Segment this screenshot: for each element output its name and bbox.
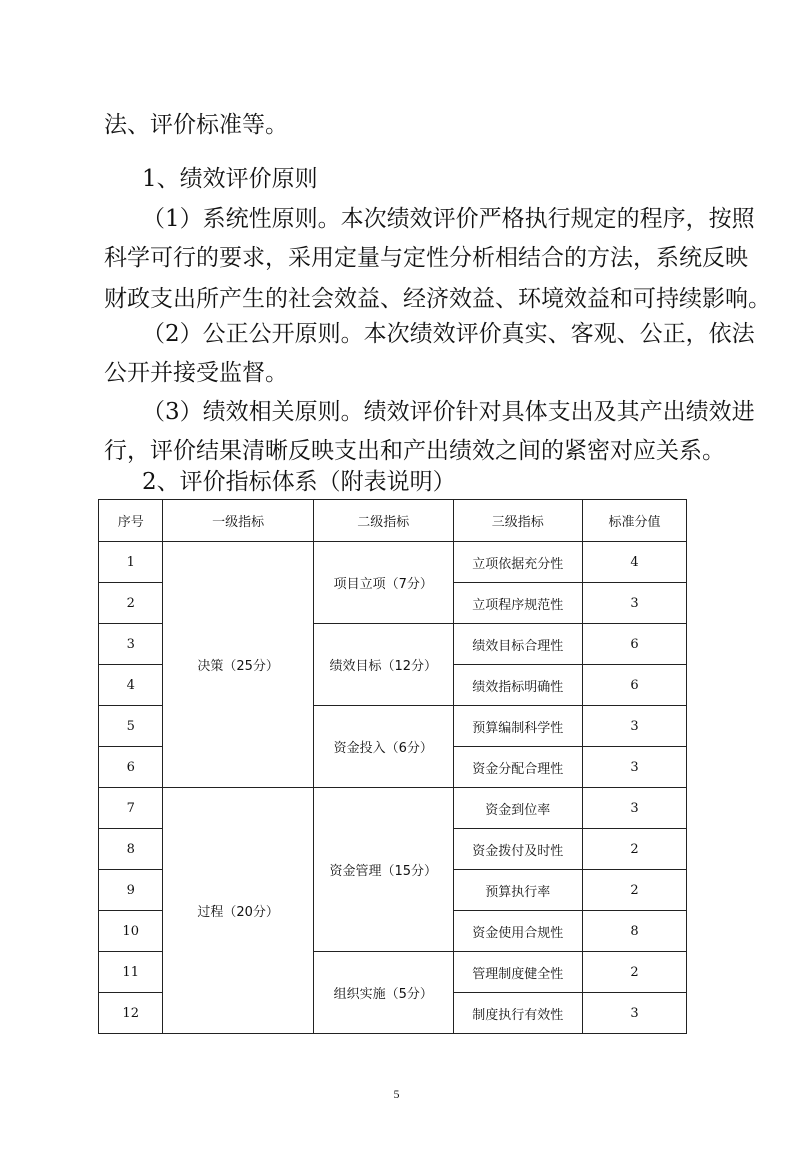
level2-funding-input: 资金投入（6分） <box>313 706 453 788</box>
section-heading-indicator-system: 2、评价指标体系（附表说明） <box>142 469 456 495</box>
score-value: 8 <box>583 911 687 952</box>
level2-performance-goals: 绩效目标（12分） <box>313 624 453 706</box>
score-value: 3 <box>583 788 687 829</box>
score-value: 6 <box>583 665 687 706</box>
row-number: 3 <box>99 624 163 665</box>
level3-indicator: 立项程序规范性 <box>453 583 583 624</box>
paragraph-systematic-line2: 科学可行的要求，采用定量与定性分析相结合的方法，系统反映 <box>104 245 748 271</box>
level2-fund-management: 资金管理（15分） <box>313 788 453 952</box>
score-value: 3 <box>583 747 687 788</box>
level2-project-approval: 项目立项（7分） <box>313 542 453 624</box>
score-value: 2 <box>583 829 687 870</box>
header-level1: 一级指标 <box>163 500 314 542</box>
header-score: 标准分值 <box>583 500 687 542</box>
level3-indicator: 资金分配合理性 <box>453 747 583 788</box>
paragraph-systematic-line3: 财政支出所产生的社会效益、经济效益、环境效益和可持续影响。 <box>104 286 771 312</box>
page-number: 5 <box>393 1087 400 1101</box>
level3-indicator: 立项依据充分性 <box>453 542 583 583</box>
level3-indicator: 制度执行有效性 <box>453 993 583 1034</box>
row-number: 10 <box>99 911 163 952</box>
row-number: 6 <box>99 747 163 788</box>
score-value: 6 <box>583 624 687 665</box>
level3-indicator: 绩效目标合理性 <box>453 624 583 665</box>
level3-indicator: 绩效指标明确性 <box>453 665 583 706</box>
level3-indicator: 资金到位率 <box>453 788 583 829</box>
row-number: 9 <box>99 870 163 911</box>
score-value: 3 <box>583 706 687 747</box>
level3-indicator: 预算编制科学性 <box>453 706 583 747</box>
level3-indicator: 预算执行率 <box>453 870 583 911</box>
level2-organization: 组织实施（5分） <box>313 952 453 1034</box>
paragraph-fairness-line1: （2）公正公开原则。本次绩效评价真实、客观、公正，依法 <box>142 321 755 347</box>
table-row <box>99 542 687 583</box>
score-value: 2 <box>583 870 687 911</box>
level3-indicator: 管理制度健全性 <box>453 952 583 993</box>
paragraph-relevance-line2: 行，评价结果清晰反映支出和产出绩效之间的紧密对应关系。 <box>104 438 725 464</box>
score-value: 2 <box>583 952 687 993</box>
paragraph-systematic-line1: （1）系统性原则。本次绩效评价严格执行规定的程序，按照 <box>142 206 755 232</box>
row-number: 12 <box>99 993 163 1034</box>
score-value: 4 <box>583 542 687 583</box>
row-number: 2 <box>99 583 163 624</box>
row-number: 1 <box>99 542 163 583</box>
row-number: 7 <box>99 788 163 829</box>
indicator-table <box>98 499 687 1034</box>
text-line-continuation: 法、评价标准等。 <box>104 112 288 138</box>
row-number: 11 <box>99 952 163 993</box>
header-level2: 二级指标 <box>313 500 453 542</box>
paragraph-fairness-line2: 公开并接受监督。 <box>104 360 288 386</box>
header-serial: 序号 <box>99 500 163 542</box>
header-level3: 三级指标 <box>453 500 583 542</box>
table-row <box>99 788 687 829</box>
level3-indicator: 资金使用合规性 <box>453 911 583 952</box>
level1-decision: 决策（25分） <box>163 542 314 788</box>
level1-process: 过程（20分） <box>163 788 314 1034</box>
row-number: 4 <box>99 665 163 706</box>
row-number: 8 <box>99 829 163 870</box>
section-heading-principles: 1、绩效评价原则 <box>142 166 318 192</box>
score-value: 3 <box>583 993 687 1034</box>
score-value: 3 <box>583 583 687 624</box>
paragraph-relevance-line1: （3）绩效相关原则。绩效评价针对具体支出及其产出绩效进 <box>142 399 755 425</box>
level3-indicator: 资金拨付及时性 <box>453 829 583 870</box>
table-header-row <box>99 500 687 542</box>
row-number: 5 <box>99 706 163 747</box>
